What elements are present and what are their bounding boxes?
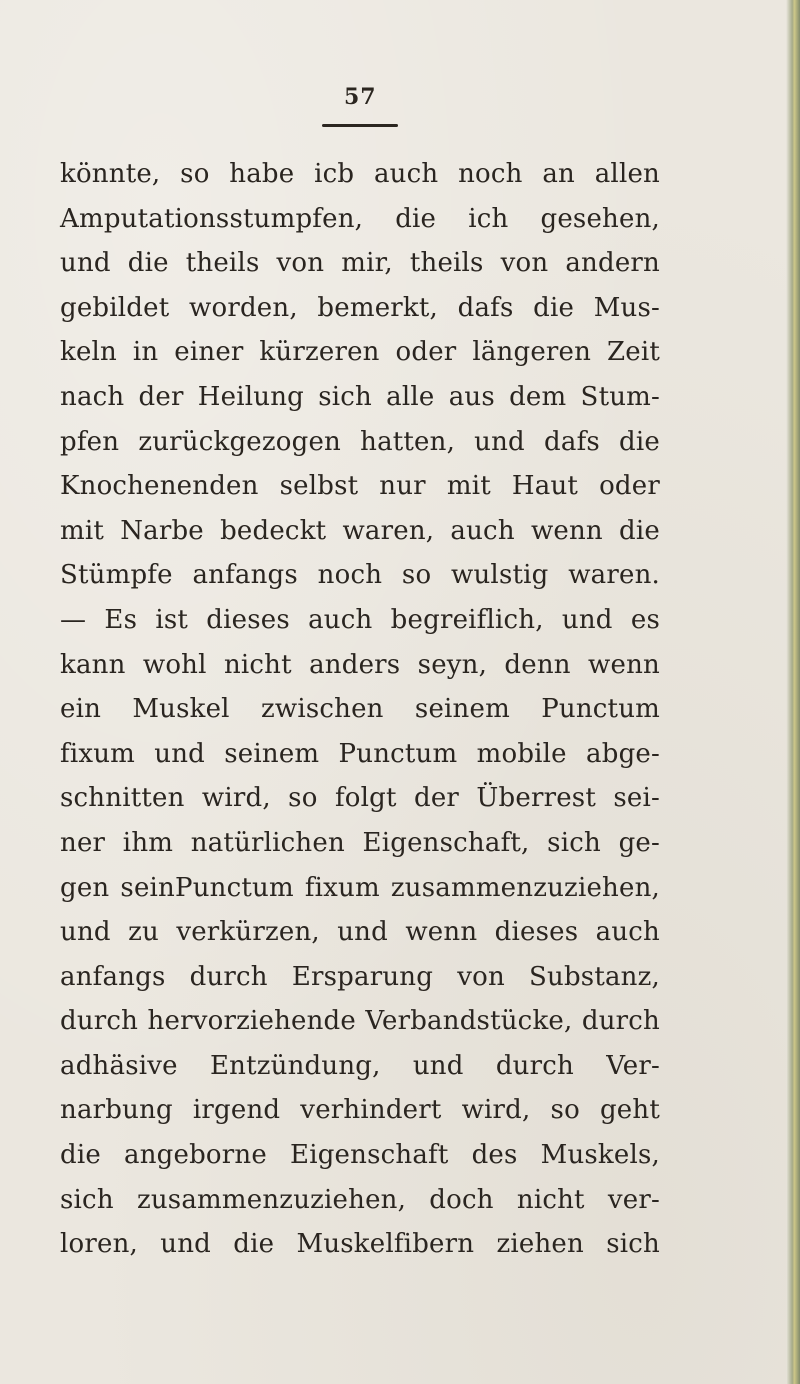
text-line: ner ihm natürlichen Eigenschaft, sich ge- (60, 827, 660, 858)
text-line: die angeborne Eigenschaft des Muskels, (60, 1140, 660, 1171)
text-line: könnte, so habe icb auch noch an allen (60, 159, 660, 189)
text-line: fixum und seinem Punctum mobile abge- (60, 738, 660, 769)
text-line: schnitten wird, so folgt der Überrest sei- (60, 783, 660, 814)
body-text (60, 152, 660, 1267)
text-line: kann wohl nicht anders seyn, denn wenn (60, 649, 660, 680)
text-line: pfen zurückgezogen hatten, und dafs die (60, 426, 660, 457)
text-line: und die theils von mir, theils von andern (60, 248, 660, 279)
text-line: Stümpfe anfangs noch so wulstig waren. (60, 560, 660, 591)
text-line: ein Muskel zwischen seinem Punctum (60, 694, 660, 725)
text-line: anfangs durch Ersparung von Substanz, (60, 961, 660, 992)
text-line: durch hervorziehende Verbandstücke, durch (60, 1006, 660, 1037)
text-line: narbung irgend verhindert wird, so geht (60, 1095, 660, 1126)
text-line: mit Narbe bedeckt waren, auch wenn die (60, 515, 660, 546)
text-line: — Es ist dieses auch begreiflich, und es (60, 604, 660, 635)
text-line: und zu verkürzen, und wenn dieses auch (60, 917, 660, 948)
text-line: gebildet worden, bemerkt, dafs die Mus- (60, 292, 660, 323)
text-line: nach der Heilung sich alle aus dem Stum- (60, 381, 660, 412)
text-line: gen seinPunctum fixum zusammenzuziehen, (60, 872, 660, 903)
page-edge-binding (786, 0, 800, 1384)
text-line: sich zusammenzuziehen, doch nicht ver- (60, 1184, 660, 1215)
page-number: 57 (344, 84, 377, 110)
text-line: Amputationsstumpfen, die ich gesehen, (60, 203, 660, 234)
text-line: Knochenenden selbst nur mit Haut oder (60, 471, 660, 502)
text-line: keln in einer kürzeren oder längeren Zeit (60, 337, 660, 368)
header-rule (322, 124, 398, 127)
text-line: loren, und die Muskelfibern ziehen sich (60, 1229, 660, 1260)
text-line: adhäsive Entzündung, und durch Ver- (60, 1050, 660, 1081)
